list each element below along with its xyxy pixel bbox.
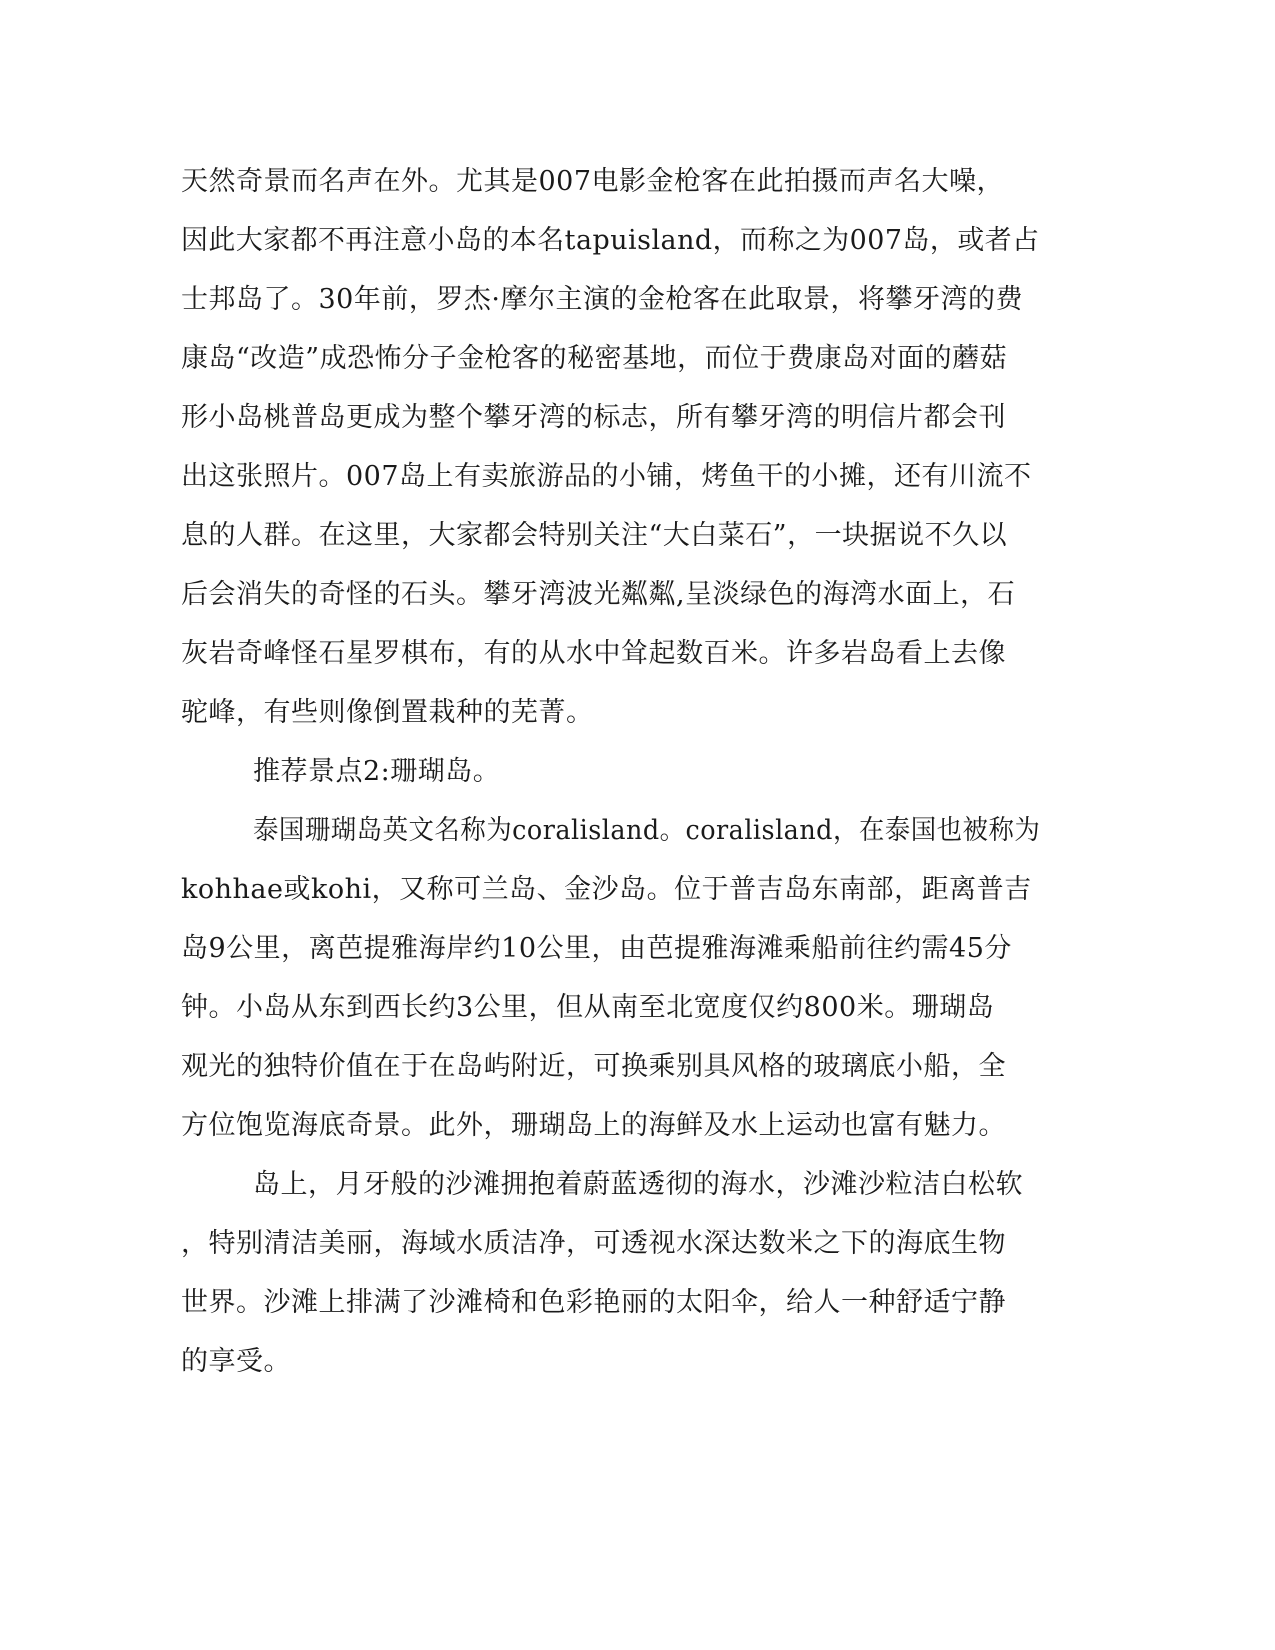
text-line: kohhae或kohi，又称可兰岛、金沙岛。位于普吉岛东南部，距离普吉 [181, 874, 1032, 905]
text-line: 形小岛桃普岛更成为整个攀牙湾的标志，所有攀牙湾的明信片都会刊 [181, 402, 1006, 433]
text-line: 泰国珊瑚岛英文名称为coralisland。coralisland，在泰国也被称为 [253, 815, 1041, 846]
text-line: 后会消失的奇怪的石头。攀牙湾波光粼粼,呈淡绿色的海湾水面上，石 [181, 579, 1016, 610]
text-line: 观光的独特价值在于在岛屿附近，可换乘别具风格的玻璃底小船，全 [181, 1051, 1006, 1082]
text-line: 息的人群。在这里，大家都会特别关注“大白菜石”，一块据说不久以 [181, 520, 1008, 551]
text-line: 天然奇景而名声在外。尤其是007电影金枪客在此拍摄而声名大噪， [181, 166, 1005, 197]
text-line: 出这张照片。007岛上有卖旅游品的小铺，烤鱼干的小摊，还有川流不 [181, 461, 1032, 492]
text-line: 岛上，月牙般的沙滩拥抱着蔚蓝透彻的海水，沙滩沙粒洁白松软 [253, 1169, 1023, 1200]
section-heading: 推荐景点2:珊瑚岛。 [253, 756, 501, 787]
text-line: 因此大家都不再注意小岛的本名tapuisland，而称之为007岛，或者占 [181, 225, 1040, 256]
text-line: 的享受。 [181, 1346, 291, 1377]
text-line: 方位饱览海底奇景。此外，珊瑚岛上的海鲜及水上运动也富有魅力。 [181, 1110, 1006, 1141]
text-line: 钟。小岛从东到西长约3公里，但从南至北宽度仅约800米。珊瑚岛 [181, 992, 995, 1023]
text-line: ，特别清洁美丽，海域水质洁净，可透视水深达数米之下的海底生物 [181, 1228, 1006, 1259]
text-line: 世界。沙滩上排满了沙滩椅和色彩艳丽的太阳伞，给人一种舒适宁静 [181, 1287, 1006, 1318]
text-line: 士邦岛了。30年前，罗杰·摩尔主演的金枪客在此取景，将攀牙湾的费 [181, 284, 1023, 315]
text-line: 驼峰，有些则像倒置栽种的芜菁。 [181, 697, 594, 728]
text-line: 灰岩奇峰怪石星罗棋布，有的从水中耸起数百米。许多岩岛看上去像 [181, 638, 1006, 669]
text-line: 康岛“改造”成恐怖分子金枪客的秘密基地，而位于费康岛对面的蘑菇 [181, 343, 1008, 374]
text-line: 岛9公里，离芭提雅海岸约10公里，由芭提雅海滩乘船前往约需45分 [181, 933, 1012, 964]
